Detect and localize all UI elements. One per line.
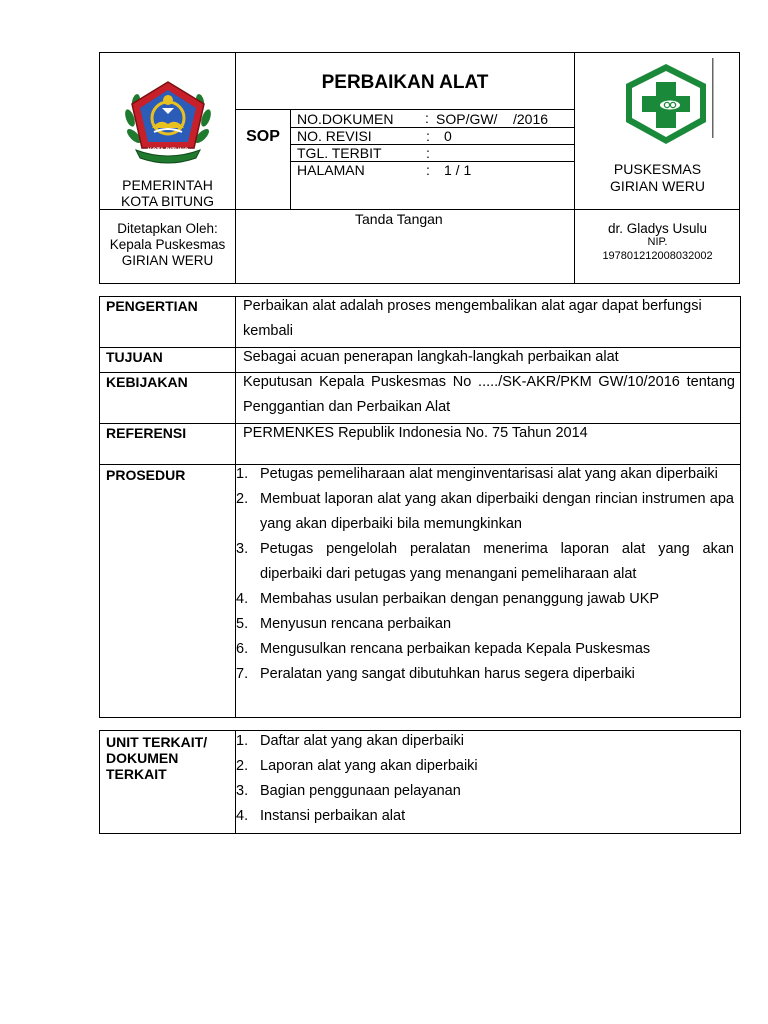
unit-terkait-item-text: Instansi perbaikan alat: [260, 808, 406, 824]
left-org-line2: KOTA BITUNG: [120, 193, 215, 209]
header-divider-title: [235, 109, 575, 110]
doc-info-value-4: 1 / 1: [444, 162, 472, 178]
doc-info-label-1: NO.DOKUMEN: [297, 111, 394, 127]
kebijakan-label: KEBIJAKAN: [106, 374, 188, 390]
prosedur-item-number: 5.: [236, 616, 249, 632]
unit-terkait-label-line1: UNIT TERKAIT/: [106, 734, 208, 750]
unit-terkait-item-text: Laporan alat yang akan diperbaiki: [260, 758, 478, 774]
unit-terkait-item-text: Daftar alat yang akan diperbaiki: [260, 733, 464, 749]
pengertian-text: Perbaikan alat adalah proses mengembalikan alat agar dapat berfungsi kembali: [243, 298, 702, 339]
prosedur-item-number: 4.: [236, 591, 249, 607]
prosedur-item-number: 6.: [236, 641, 249, 657]
doc-info-value-2: 0: [444, 128, 452, 144]
approval-line2: Kepala Puskesmas: [109, 237, 226, 252]
logo-ribbon-text: KOTA BITUNG: [147, 148, 189, 154]
prosedur-item-text: Peralatan yang sangat dibutuhkan harus segera diperbaiki: [260, 666, 635, 682]
right-org-line2: GIRIAN WERU: [610, 178, 705, 194]
unit-terkait-item: [236, 729, 734, 754]
prosedur-item: [236, 637, 734, 662]
doc-info-colon-4: :: [426, 162, 430, 178]
signatory-nip: 197801212008032002: [602, 250, 713, 262]
header-divider-sop: [290, 109, 291, 209]
doc-info-label-2: NO. REVISI: [297, 128, 372, 144]
header-divider-approval: [99, 209, 740, 210]
prosedur-item-text: Menyusun rencana perbaikan: [260, 616, 452, 632]
signatory-name: dr. Gladys Usulu: [607, 221, 708, 236]
unit-terkait-item: [236, 754, 734, 779]
puskesmas-logo-icon: [618, 58, 714, 150]
unit-terkait-label-line2: DOKUMEN: [106, 750, 179, 766]
prosedur-item: [236, 537, 734, 587]
tujuan-label: TUJUAN: [106, 349, 163, 365]
row-divider-3: [99, 423, 741, 424]
prosedur-item-text: Mengusulkan rencana perbaikan kepada Kepala Puskesmas: [260, 641, 651, 657]
doc-info-label-3: TGL. TERBIT: [297, 145, 382, 161]
unit-terkait-item: [236, 804, 734, 829]
unit-terkait-item: [236, 779, 734, 804]
prosedur-item-text: Petugas pengelolah peralatan menerima laporan alat yang akan diperbaiki dari petugas yang menangani pemeliharaan alat: [260, 541, 734, 582]
signature-label: Tanda Tangan: [355, 211, 443, 227]
doc-info-colon-3: :: [426, 145, 430, 161]
pengertian-label: PENGERTIAN: [106, 298, 198, 314]
approval-line3: GIRIAN WERU: [121, 253, 214, 268]
prosedur-item-text: Membahas usulan perbaikan dengan penanggung jawab UKP: [260, 591, 660, 607]
kebijakan-text: Keputusan Kepala Puskesmas No ...../SK-AKR/PKM GW/10/2016 tentang Penggantian dan Perbaikan Alat: [243, 374, 735, 415]
approval-line1: Ditetapkan Oleh:: [117, 221, 218, 236]
prosedur-item-text: Petugas pemeliharaan alat menginventarisasi alat yang akan diperbaiki: [260, 466, 718, 482]
unit-terkait-item-number: 3.: [236, 783, 249, 799]
prosedur-label: PROSEDUR: [106, 467, 186, 483]
doc-info-value-1: SOP/GW/ /2016: [436, 111, 549, 127]
doc-info-colon-2: :: [426, 128, 430, 144]
prosedur-item-number: 1.: [236, 466, 249, 482]
unit-terkait-item-text: Bagian penggunaan pelayanan: [260, 783, 461, 799]
prosedur-item: [236, 612, 734, 637]
prosedur-item: [236, 487, 734, 537]
doc-info-colon-1: :: [425, 110, 429, 126]
signatory-nip-label: NIP.: [647, 236, 668, 248]
prosedur-list: [236, 462, 734, 687]
referensi-label: REFERENSI: [106, 425, 187, 441]
unit-terkait-list: [236, 729, 734, 829]
prosedur-item: [236, 587, 734, 612]
unit-terkait-item-number: 4.: [236, 808, 249, 824]
prosedur-item-number: 3.: [236, 541, 249, 557]
prosedur-item-number: 2.: [236, 491, 249, 507]
right-org-line1: PUSKESMAS: [613, 161, 702, 177]
unit-terkait-item-number: 1.: [236, 733, 249, 749]
unit-terkait-item-number: 2.: [236, 758, 249, 774]
prosedur-item-number: 7.: [236, 666, 249, 682]
tujuan-text: Sebagai acuan penerapan langkah-langkah perbaikan alat: [243, 349, 619, 365]
doc-info-label-4: HALAMAN: [297, 162, 365, 178]
document-title: PERBAIKAN ALAT: [321, 72, 489, 93]
prosedur-item: [236, 662, 734, 687]
left-org-line1: PEMERINTAH: [122, 177, 213, 193]
unit-terkait-label-line3: TERKAIT: [106, 766, 167, 782]
prosedur-item-text: Membuat laporan alat yang akan diperbaiki dengan rincian instrumen apa yang akan diperbaiki bila memungkinkan: [260, 491, 734, 532]
prosedur-item: [236, 462, 734, 487]
referensi-text: PERMENKES Republik Indonesia No. 75 Tahun 2014: [243, 425, 588, 441]
row-divider-1: [99, 347, 741, 348]
sop-label: SOP: [246, 128, 280, 145]
